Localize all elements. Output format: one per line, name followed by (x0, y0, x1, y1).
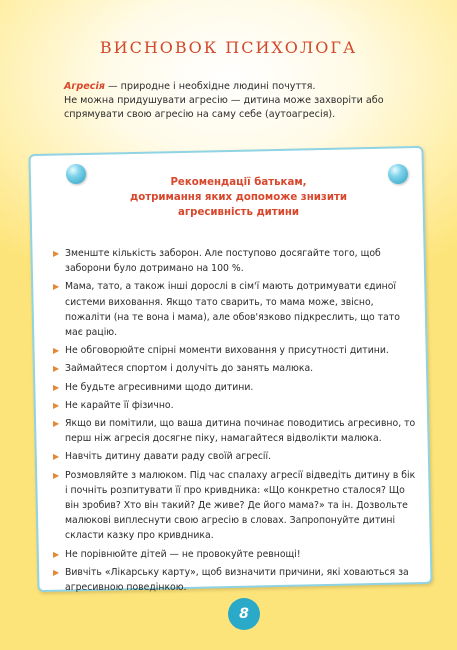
bullet-arrow-icon: ▶ (53, 549, 60, 559)
list-item-text: Вивчіть «Лікарську карту», щоб визначити причини, які ховаються за агресивною поведінкою. (65, 566, 409, 594)
bullet-arrow-icon: ▶ (53, 382, 60, 392)
list-item (53, 449, 419, 464)
recommendations-heading-line1: Рекомендації батькам, (170, 177, 307, 188)
list-item-text: Навчіть дитину давати раду своїй агресії. (65, 451, 272, 463)
page-title: ВИСНОВОК ПСИХОЛОГА (99, 38, 358, 57)
recommendations-heading-line2: дотримання яких допоможе знизити (129, 192, 348, 203)
page-number-badge (228, 598, 260, 630)
list-item-text: Якщо ви помітили, що ваша дитина починає поводитись агресивно, то перш ніж агресія досягне піку, намагайтеся відволікти малюка. (65, 418, 416, 445)
term-aggression: Агресія (64, 81, 105, 92)
bullet-arrow-icon: ▶ (53, 400, 60, 410)
list-item-text: Не порівнюйте дітей — не провокуйте ревнощі! (65, 548, 301, 560)
aggression-definition (64, 80, 421, 94)
list-item-text: Займайтеся спортом і долучіть до занять малюка. (65, 363, 314, 375)
list-item (53, 380, 419, 395)
recommendations-list (53, 246, 419, 598)
bullet-arrow-icon: ▶ (53, 282, 60, 292)
bullet-arrow-icon: ▶ (53, 364, 60, 374)
recommendations-heading-line3: агресивність дитини (177, 207, 300, 218)
list-item (53, 279, 419, 340)
list-item (53, 468, 419, 544)
bullet-arrow-icon: ▶ (53, 249, 60, 258)
list-item (53, 246, 419, 276)
list-item-text: Розмовляйте з малюком. Під час спалаху агресії відведіть дитину в бік і почніть розпитувати її про кривдника: «Що конкретно сталося? Що він зробив? Хто він такий? Де живе? Де його мама?» та ін. Дозвольте малюкові виплеснути свою агресію в словах. Запропонуйте дитині скласти казку про кривдника. (65, 469, 416, 542)
bullet-arrow-icon: ▶ (53, 346, 60, 356)
list-item (53, 343, 419, 358)
list-item-text: Зменште кількість заборон. Але поступово досягайте того, щоб заборони було дотримано на 100 %. (65, 248, 381, 275)
page-number: 8 (239, 606, 249, 622)
bullet-arrow-icon: ▶ (53, 419, 60, 429)
list-item (53, 416, 419, 446)
bullet-arrow-icon: ▶ (53, 567, 60, 577)
intro-text (64, 80, 421, 122)
list-item-text: Не карайте її фізично. (65, 399, 174, 411)
bullet-arrow-icon: ▶ (53, 470, 60, 480)
bullet-arrow-icon: ▶ (53, 452, 60, 462)
recommendations-heading (60, 175, 417, 220)
list-item (53, 398, 419, 413)
list-item (53, 361, 419, 376)
list-item-text: Не будьте агресивними щодо дитини. (65, 381, 254, 393)
list-item (53, 547, 419, 562)
aggression-warning: Не можна придушувати агресію — дитина може захворіти або спрямувати свою агресію на саму себе (аутоагресія). (64, 95, 384, 120)
list-item (53, 565, 419, 595)
list-item-text: Мама, тато, а також інші дорослі в сім'ї мають дотримувати єдиної системи виховання. Якщо тато сварить, то мама може, звісно, пожаліти (на те вона і мама), але обов'язково підкреслить, що тато має рацію. (65, 281, 400, 339)
list-item-text: Не обговорюйте спірні моменти виховання у присутності дитини. (65, 345, 389, 357)
definition-text: — природне і необхідне людині почуття. (104, 81, 316, 92)
